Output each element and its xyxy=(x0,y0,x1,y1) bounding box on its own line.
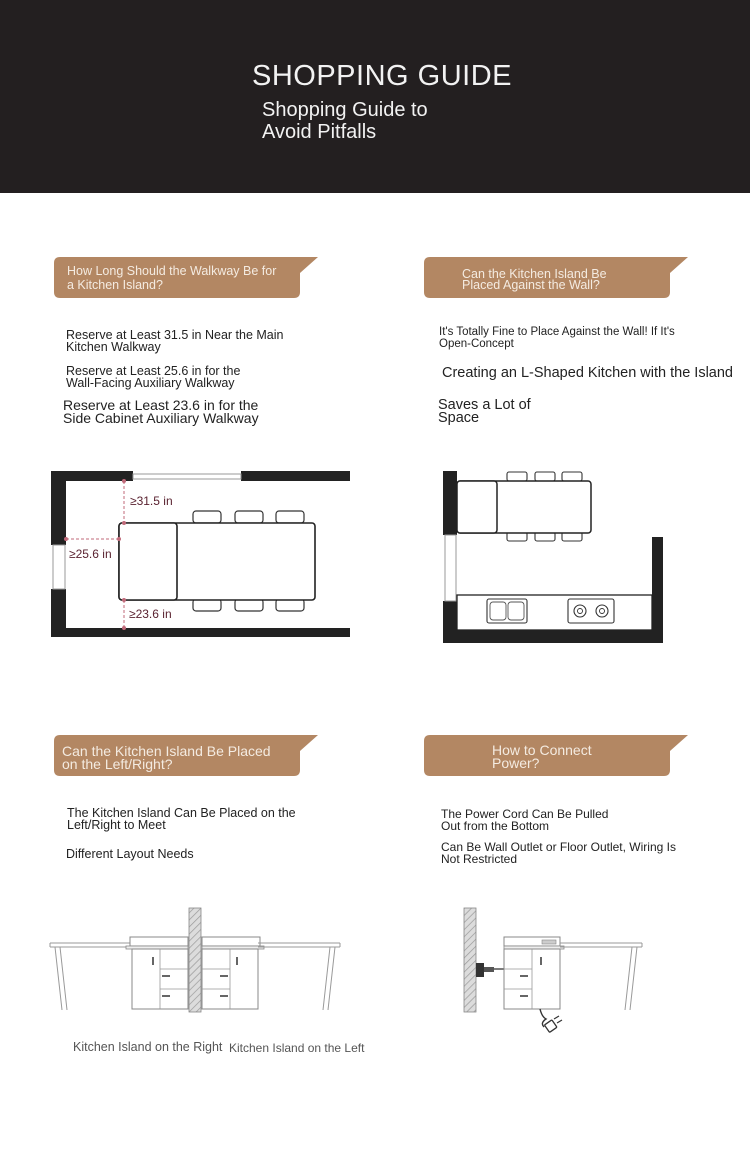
left-right-text-1 xyxy=(67,807,296,831)
walkway-question-tag xyxy=(54,257,320,299)
walkway-item-2-line-2: Wall-Facing Auxiliary Walkway xyxy=(66,376,235,390)
left-right-text-1-line-2: Left/Right to Meet xyxy=(67,818,166,832)
against-wall-text-3 xyxy=(438,399,531,425)
power-question-tag xyxy=(424,735,690,777)
against-wall-tag-line-2: Placed Against the Wall? xyxy=(462,278,600,292)
right-wall xyxy=(652,537,663,643)
left-window xyxy=(53,545,65,589)
island-cabinet xyxy=(119,523,177,600)
power-text-1 xyxy=(441,808,608,832)
left-island-top xyxy=(202,937,260,946)
against-wall-text-3-line-1: Saves a Lot of xyxy=(438,397,531,413)
subtitle-line-2: Avoid Pitfalls xyxy=(262,121,377,143)
power-text-1-line-2: Out from the Bottom xyxy=(441,819,550,833)
power-text-2-line-2: Not Restricted xyxy=(441,852,518,866)
against-wall-tag-line-1: Can the Kitchen Island Be xyxy=(462,267,607,281)
power-tag-line-1: How to Connect xyxy=(492,742,592,758)
left-right-tag-line-2: on the Left/Right? xyxy=(62,756,173,772)
walkway-item-3-line-1: Reserve at Least 23.6 in for the xyxy=(63,397,259,413)
walkway-item-2 xyxy=(66,365,240,389)
against-wall-text-1 xyxy=(439,326,675,350)
against-wall-text-1-line-1: It's Totally Fine to Place Against the Wall! If It's xyxy=(439,326,675,338)
bottom-wall xyxy=(443,630,663,643)
walkway-item-2-line-1: Reserve at Least 25.6 in for the xyxy=(66,364,241,378)
top-wall-right xyxy=(241,471,350,481)
wall xyxy=(464,908,476,1012)
dim-main-walkway-label: ≥31.5 in xyxy=(130,494,173,508)
page-subtitle xyxy=(262,99,428,143)
left-wall-upper xyxy=(443,471,457,535)
power-text-2 xyxy=(441,841,676,865)
power-text-1-line-1: The Power Cord Can Be Pulled xyxy=(441,807,609,821)
stool xyxy=(507,472,527,481)
dim-wall-walkway-label: ≥25.6 in xyxy=(69,547,112,561)
left-wall-upper xyxy=(51,471,66,545)
left-right-text-1-line-1: The Kitchen Island Can Be Placed on the xyxy=(67,806,296,820)
l-shaped-floor-plan xyxy=(440,465,668,647)
right-island-top xyxy=(130,937,188,946)
stool xyxy=(235,511,263,523)
walkway-item-1 xyxy=(66,329,283,353)
against-wall-text-3-line-2: Space xyxy=(438,410,480,426)
against-wall-text-2: Creating an L-Shaped Kitchen with the Island xyxy=(442,365,733,381)
walkway-item-1-line-1: Reserve at Least 31.5 in Near the Main xyxy=(66,328,284,342)
caption-island-left: Kitchen Island on the Left xyxy=(229,1041,365,1055)
walkway-item-1-line-2: Kitchen Walkway xyxy=(66,340,161,354)
dim-side-walkway-label: ≥23.6 in xyxy=(129,607,172,621)
bottom-wall xyxy=(51,628,350,637)
walkway-tag-line-1: How Long Should the Walkway Be for xyxy=(67,264,277,278)
wall-outlet xyxy=(476,963,484,977)
caption-island-right: Kitchen Island on the Right xyxy=(73,1040,223,1054)
stool xyxy=(562,472,582,481)
stool xyxy=(276,511,304,523)
power-text-2-line-1: Can Be Wall Outlet or Floor Outlet, Wiring Is xyxy=(441,840,676,854)
subtitle-line-1: Shopping Guide to xyxy=(262,99,428,121)
walkway-tag-line-2: a Kitchen Island? xyxy=(67,278,163,292)
against-wall-question-tag xyxy=(424,257,690,299)
left-right-question-tag xyxy=(54,735,320,777)
plug xyxy=(544,1020,557,1033)
sink xyxy=(487,599,527,623)
stool xyxy=(535,472,555,481)
center-wall xyxy=(189,908,201,1012)
power-tag-line-2: Power? xyxy=(492,755,540,771)
against-wall-text-1-line-2: Open-Concept xyxy=(439,338,514,350)
walkway-item-3-line-2: Side Cabinet Auxiliary Walkway xyxy=(63,410,259,426)
top-window xyxy=(133,474,241,479)
left-right-text-2: Different Layout Needs xyxy=(66,847,194,861)
power-connection-illustration xyxy=(460,905,650,1040)
left-right-tag-line-1: Can the Kitchen Island Be Placed xyxy=(62,743,271,759)
page-title: SHOPPING GUIDE xyxy=(252,60,512,92)
island-cabinet xyxy=(457,481,497,533)
stove xyxy=(568,599,614,623)
walkway-floor-plan xyxy=(48,465,354,640)
counter xyxy=(457,595,652,630)
header-banner xyxy=(0,0,750,193)
walkway-item-3 xyxy=(63,399,259,425)
left-right-island-illustration xyxy=(48,905,344,1015)
stool xyxy=(193,511,221,523)
left-window xyxy=(445,535,456,601)
